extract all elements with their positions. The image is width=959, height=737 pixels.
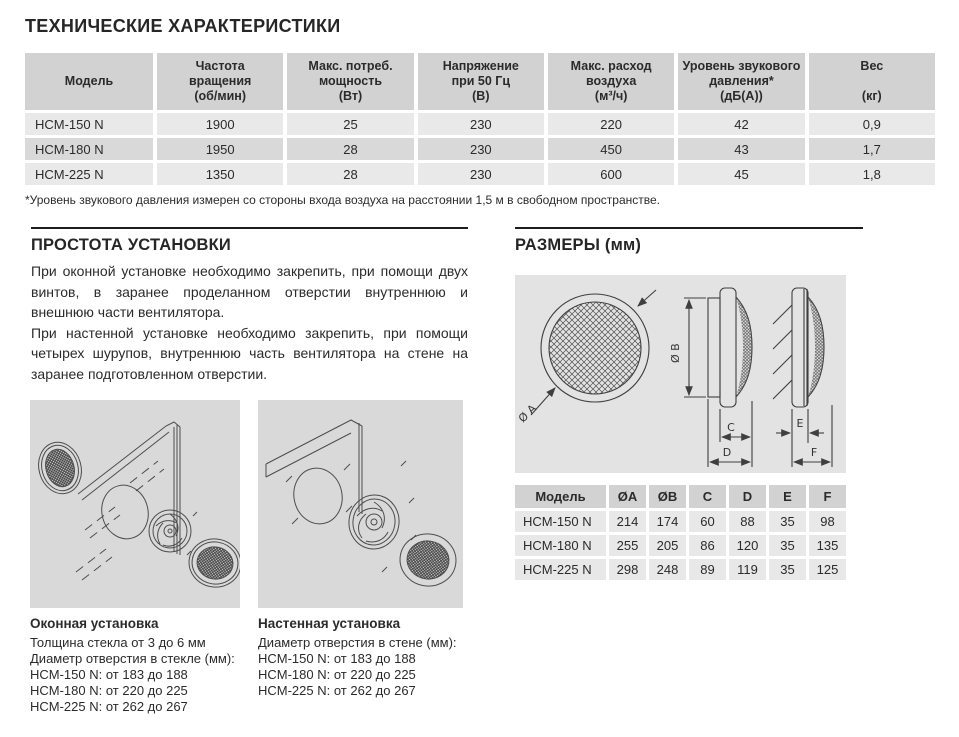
header-line: Вес (860, 59, 884, 73)
dims-value: 255 (609, 535, 646, 556)
dimensions-table-body (515, 511, 846, 580)
glass-hole (96, 480, 154, 544)
install-paragraph-window: При оконной установке необходимо закрепить, при помощи двух винтов, в заранее проделанном отверстии внутреннюю и внешнюю части вентилятора. (31, 263, 468, 320)
dimensions-table (512, 482, 849, 583)
header-line: Частота (195, 59, 245, 73)
dims-value: 248 (649, 559, 686, 580)
fan-unit (149, 510, 197, 555)
dims-col-e: E (769, 485, 806, 508)
dims-model: HCM-225 N (515, 559, 606, 580)
spec-value: 230 (418, 138, 544, 160)
dimensions-section-heading: РАЗМЕРЫ (мм) (515, 236, 642, 254)
install-description (31, 261, 468, 384)
wall-side-view (773, 288, 832, 467)
front-view (531, 290, 656, 415)
caption-line: Диаметр отверстия в стене (мм): (258, 635, 457, 650)
install-section-heading: ПРОСТОТА УСТАНОВКИ (31, 236, 231, 254)
dims-value: 35 (769, 559, 806, 580)
dims-col-d: D (729, 485, 766, 508)
spec-model: HCM-225 N (25, 163, 153, 185)
dims-model: HCM-180 N (515, 535, 606, 556)
dimensions-table-head (515, 485, 846, 508)
dim-label-d: D (722, 446, 732, 459)
spec-value: 1900 (157, 113, 283, 135)
header-line (811, 74, 933, 89)
dims-value: 88 (729, 511, 766, 532)
dim-label-f: F (810, 446, 818, 459)
side-view (684, 288, 752, 467)
spec-value: 1350 (157, 163, 283, 185)
sound-level-footnote: *Уровень звукового давления измерен со стороны входа воздуха на расстоянии 1,5 м в свободном пространстве. (25, 193, 660, 207)
spec-value: 600 (548, 163, 674, 185)
dims-value: 119 (729, 559, 766, 580)
spec-row-hcm150 (25, 113, 935, 135)
dims-row-hcm150 (515, 511, 846, 532)
header-line: Напряжение (442, 59, 519, 73)
dims-col-model: Модель (515, 485, 606, 508)
dims-col-f: F (809, 485, 846, 508)
header-line: Уровень звукового (682, 59, 801, 73)
header-line: (Вт) (338, 89, 363, 103)
dims-value: 98 (809, 511, 846, 532)
header-line: вращения (189, 74, 252, 88)
header-line: (В) (472, 89, 490, 103)
spec-value: 1,8 (809, 163, 935, 185)
header-line: давления* (709, 74, 774, 88)
spec-value: 220 (548, 113, 674, 135)
dimensions-drawing-figure (515, 275, 846, 473)
dims-value: 89 (689, 559, 726, 580)
header-line: Макс. расход (570, 59, 652, 73)
page-title: ТЕХНИЧЕСКИЕ ХАРАКТЕРИСТИКИ (25, 16, 341, 36)
specs-table (21, 50, 939, 188)
header-line: Модель (64, 74, 114, 88)
dims-col-da: ØA (609, 485, 646, 508)
wall-install-caption (258, 616, 480, 699)
dims-value: 35 (769, 511, 806, 532)
dims-value: 135 (809, 535, 846, 556)
dim-label-b: Ø B (669, 343, 682, 363)
header-line: воздуха (585, 74, 637, 88)
dims-header-row (515, 485, 846, 508)
col-header-voltage (418, 53, 544, 110)
col-header-model (25, 53, 153, 110)
outer-grille (33, 437, 88, 499)
dims-value: 298 (609, 559, 646, 580)
spec-value: 1,7 (809, 138, 935, 160)
window-install-caption (30, 616, 252, 715)
spec-value: 42 (678, 113, 804, 135)
header-line: при 50 Гц (451, 74, 511, 88)
dims-value: 120 (729, 535, 766, 556)
window-installation-figure (30, 400, 240, 608)
spec-value: 0,9 (809, 113, 935, 135)
dimensions-drawing (515, 275, 846, 473)
header-line: (об/мин) (194, 89, 246, 103)
window-installation-diagram (30, 400, 240, 608)
specs-table-head (25, 53, 935, 110)
wall-installation-diagram (258, 400, 463, 608)
section-divider (31, 227, 468, 229)
install-paragraph-wall: При настенной установке необходимо закрепить, при помощи четырех шурупов, внутреннюю часть вентилятора на стене на заранее подготовленном отверстии. (31, 324, 468, 382)
spec-model: HCM-150 N (25, 113, 153, 135)
dim-label-e: E (796, 417, 804, 430)
glass-reflection-dashes (76, 461, 164, 580)
caption-line: HCM-225 N: от 262 до 267 (30, 699, 188, 714)
specs-table-body (25, 113, 935, 185)
header-line: Макс. потреб. (308, 59, 393, 73)
dims-col-c: C (689, 485, 726, 508)
col-header-weight (809, 53, 935, 110)
dim-label-a: Ø A (515, 402, 540, 426)
spec-value: 28 (287, 138, 413, 160)
dims-value: 125 (809, 559, 846, 580)
col-header-power (287, 53, 413, 110)
spec-value: 43 (678, 138, 804, 160)
spec-row-hcm180 (25, 138, 935, 160)
col-header-noise (678, 53, 804, 110)
window-install-title: Оконная установка (30, 616, 159, 631)
specs-header-row (25, 53, 935, 110)
spec-value: 450 (548, 138, 674, 160)
dims-value: 86 (689, 535, 726, 556)
header-line: (кг) (861, 89, 882, 103)
dims-row-hcm180 (515, 535, 846, 556)
spec-value: 25 (287, 113, 413, 135)
caption-line: Толщина стекла от 3 до 6 мм (30, 635, 206, 650)
wall-installation-figure (258, 400, 463, 608)
col-header-airflow (548, 53, 674, 110)
dims-value: 60 (689, 511, 726, 532)
caption-line: HCM-180 N: от 220 до 225 (30, 683, 188, 698)
col-header-speed (157, 53, 283, 110)
dims-row-hcm225 (515, 559, 846, 580)
caption-line: HCM-150 N: от 183 до 188 (30, 667, 188, 682)
spec-value: 230 (418, 113, 544, 135)
caption-line: Диаметр отверстия в стекле (мм): (30, 651, 235, 666)
header-line: мощность (318, 74, 383, 88)
caption-line: HCM-150 N: от 183 до 188 (258, 651, 416, 666)
dims-value: 35 (769, 535, 806, 556)
spec-value: 230 (418, 163, 544, 185)
inner-cover (185, 535, 240, 591)
spec-value: 28 (287, 163, 413, 185)
caption-line: HCM-180 N: от 220 до 225 (258, 667, 416, 682)
header-line: (дБ(А)) (720, 89, 763, 103)
mesh-cover (397, 530, 460, 589)
dims-model: HCM-150 N (515, 511, 606, 532)
caption-line: HCM-225 N: от 262 до 267 (258, 683, 416, 698)
spec-model: HCM-180 N (25, 138, 153, 160)
spec-value: 1950 (157, 138, 283, 160)
dims-value: 174 (649, 511, 686, 532)
dim-label-c: C (727, 421, 735, 434)
dims-value: 214 (609, 511, 646, 532)
wall-install-title: Настенная установка (258, 616, 401, 631)
section-divider (515, 227, 863, 229)
dims-value: 205 (649, 535, 686, 556)
fan-unit (345, 492, 402, 552)
dims-col-db: ØB (649, 485, 686, 508)
spec-value: 45 (678, 163, 804, 185)
wall-hole (286, 464, 352, 529)
header-line: (м³/ч) (594, 89, 628, 103)
spec-row-hcm225 (25, 163, 935, 185)
